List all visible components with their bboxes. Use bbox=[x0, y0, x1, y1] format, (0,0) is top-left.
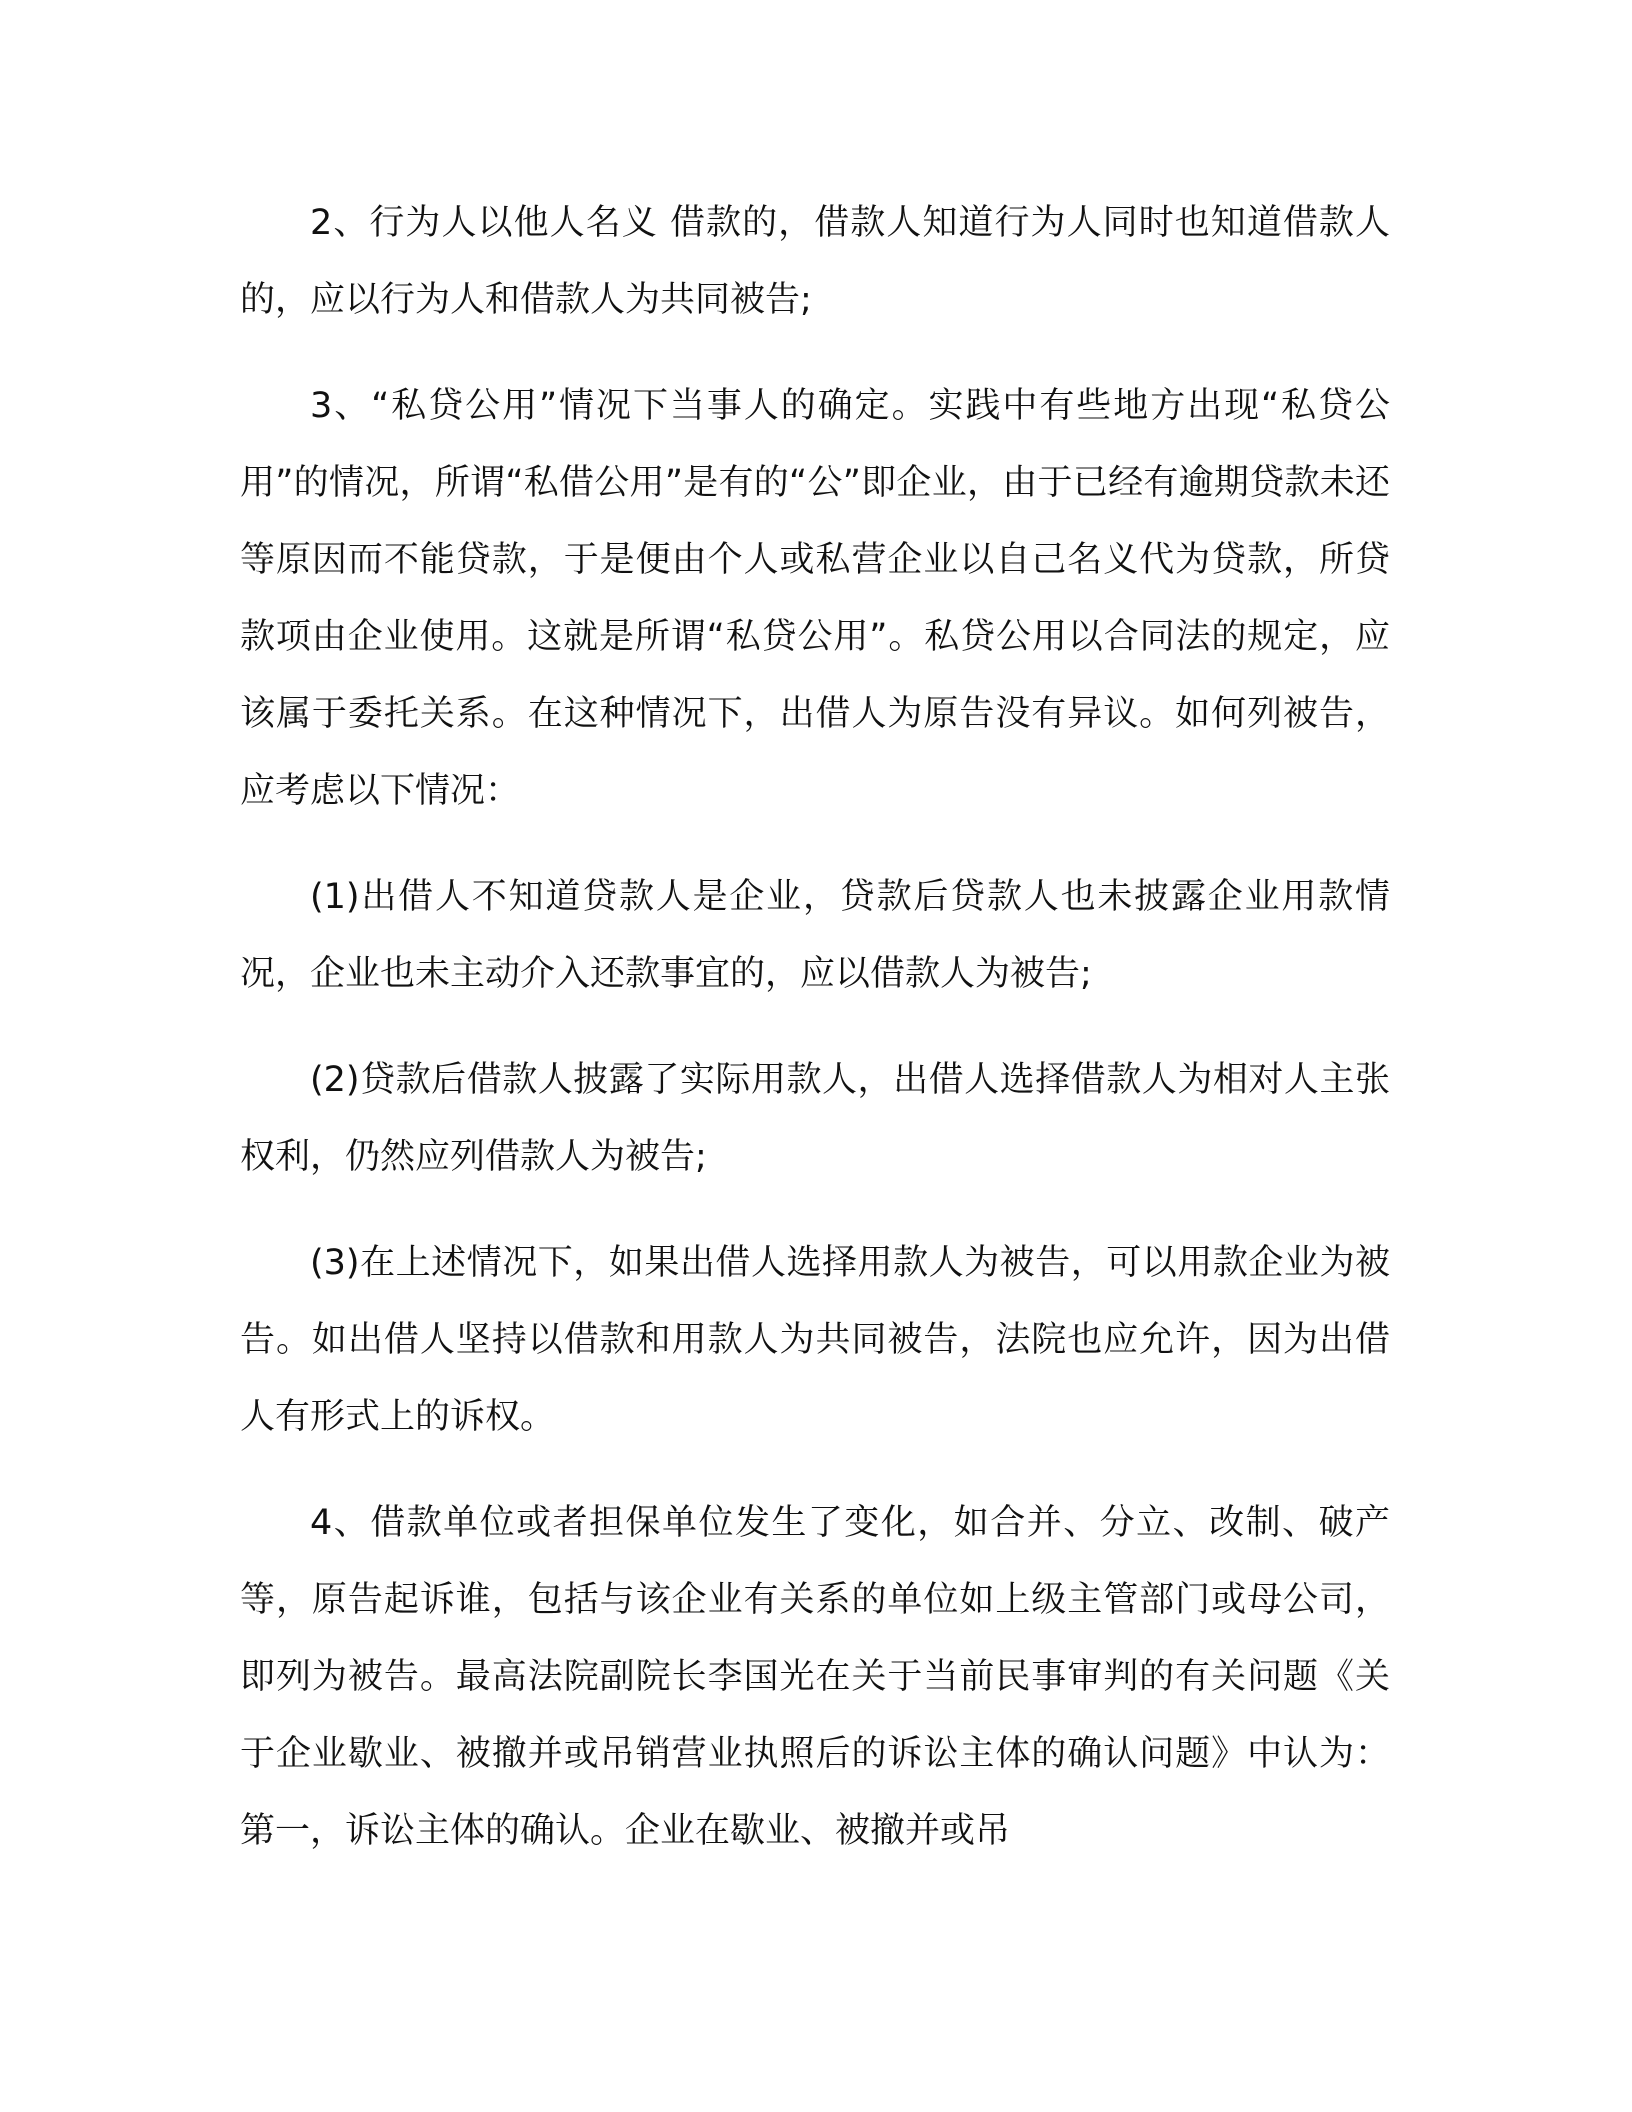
paragraph-item-3: 3、“私贷公用”情况下当事人的确定。实践中有些地方出现“私贷公用”的情况，所谓“私借公用”是有的“公”即企业，由于已经有逾期贷款未还等原因而不能贷款，于是便由个人或私营企业以自己名义代为贷款，所贷款项由企业使用。这就是所谓“私贷公用”。私贷公用以合同法的规定，应该属于委托关系。在这种情况下，出借人为原告没有异议。如何列被告，应考虑以下情况： bbox=[240, 386, 1390, 811]
document-body bbox=[240, 185, 1390, 1899]
paragraph-subitem-2: (2)贷款后借款人披露了实际用款人，出借人选择借款人为相对人主张权利，仍然应列借款人为被告; bbox=[240, 1060, 1390, 1177]
paragraph-subitem-3: (3)在上述情况下，如果出借人选择用款人为被告，可以用款企业为被告。如出借人坚持以借款和用款人为共同被告，法院也应允许，因为出借人有形式上的诉权。 bbox=[240, 1243, 1390, 1437]
paragraph-subitem-1: (1)出借人不知道贷款人是企业，贷款后贷款人也未披露企业用款情况，企业也未主动介入还款事宜的，应以借款人为被告; bbox=[240, 877, 1390, 994]
paragraph-item-2: 2、行为人以他人名义 借款的，借款人知道行为人同时也知道借款人的，应以行为人和借款人为共同被告; bbox=[240, 203, 1390, 320]
paragraph-item-4: 4、借款单位或者担保单位发生了变化，如合并、分立、改制、破产等，原告起诉谁，包括与该企业有关系的单位如上级主管部门或母公司，即列为被告。最高法院副院长李国光在关于当前民事审判的有关问题《关于企业歇业、被撤并或吊销营业执照后的诉讼主体的确认问题》中认为：第一，诉讼主体的确认。企业在歇业、被撤并或吊 bbox=[240, 1503, 1390, 1851]
